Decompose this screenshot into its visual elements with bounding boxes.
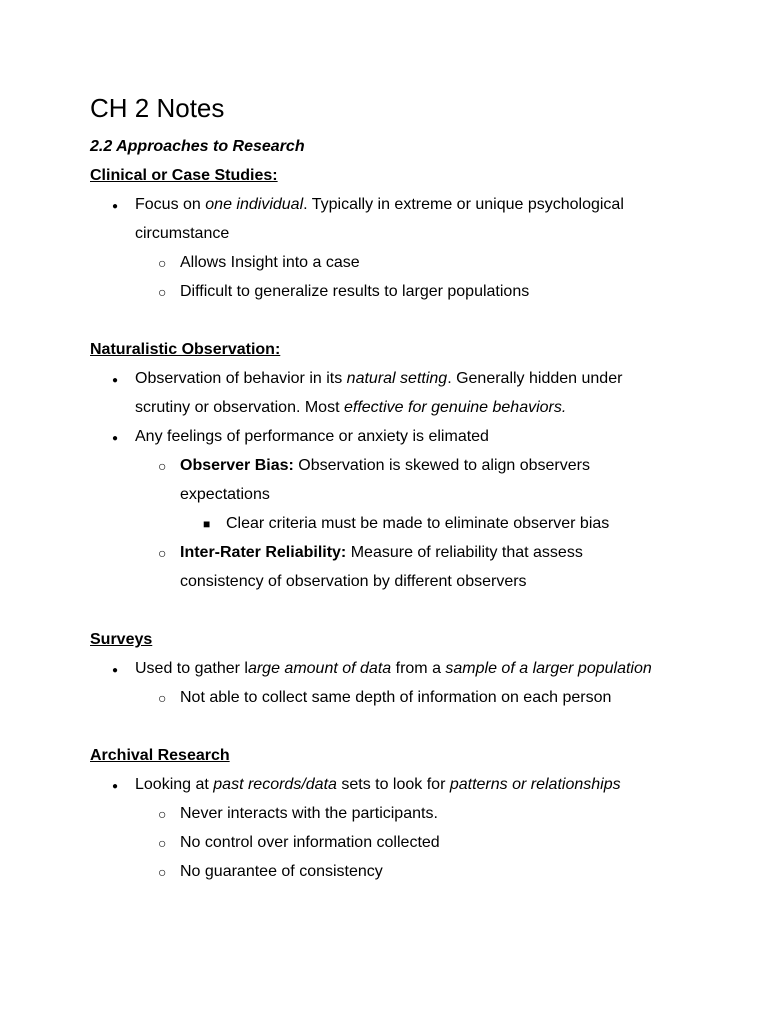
naturalistic-bullet-2: Any feelings of performance or anxiety is elimated (135, 428, 489, 445)
bullet-dot-icon (112, 369, 118, 391)
text-run: Observation of behavior in its (135, 370, 347, 387)
emphasis-text: arge amount of data (247, 660, 392, 677)
text-run: Measure of reliability that assess (346, 544, 583, 561)
text-run: sets to look for (336, 776, 450, 793)
heading-naturalistic: Naturalistic Observation: (90, 341, 281, 358)
clinical-bullet-1 (135, 195, 624, 215)
bullet-circle-icon (158, 543, 166, 563)
term-label: Observer Bias: (180, 457, 294, 474)
text-run: from a (391, 660, 446, 677)
text-run: Focus on (135, 196, 206, 213)
heading-clinical: Clinical or Case Studies: (90, 167, 278, 184)
text-run: Used to gather l (135, 660, 248, 677)
heading-surveys: Surveys (90, 631, 153, 648)
bullet-dot-icon (112, 195, 118, 217)
archival-sub-2: No control over information collected (180, 834, 440, 851)
emphasis-text: one individual (205, 196, 304, 213)
archival-bullet-1 (135, 775, 621, 795)
emphasis-text: past records/data (213, 776, 337, 793)
text-run: . Typically in extreme or unique psychological (303, 196, 624, 213)
bullet-dot-icon (112, 775, 118, 797)
bullet-dot-icon (112, 659, 118, 681)
clinical-bullet-1-continued: circumstance (135, 225, 230, 242)
naturalistic-sub-inter-rater-continued: consistency of observation by different observers (180, 573, 527, 590)
naturalistic-sub-observer-bias (180, 456, 590, 476)
archival-sub-1: Never interacts with the participants. (180, 805, 438, 822)
surveys-bullet-1 (135, 659, 652, 679)
clinical-sub-2: Difficult to generalize results to larger populations (180, 283, 530, 300)
naturalistic-sub-inter-rater (180, 543, 583, 563)
term-label: Inter-Rater Reliability: (180, 544, 347, 561)
section-subtitle: 2.2 Approaches to Research (90, 138, 305, 155)
bullet-circle-icon (158, 804, 166, 824)
bullet-circle-icon (158, 862, 166, 882)
naturalistic-bullet-1-continued (135, 398, 566, 418)
document-title: CH 2 Notes (90, 93, 225, 123)
text-run: Looking at (135, 776, 214, 793)
surveys-sub-1: Not able to collect same depth of information on each person (180, 689, 612, 706)
bullet-circle-icon (158, 456, 166, 476)
bullet-dot-icon (112, 427, 118, 449)
clinical-sub-1: Allows Insight into a case (180, 254, 360, 271)
heading-archival: Archival Research (90, 747, 230, 764)
text-run: scrutiny or observation. Most (135, 399, 344, 416)
text-run: . Generally hidden under (447, 370, 623, 387)
naturalistic-bullet-1 (135, 369, 622, 389)
archival-sub-3: No guarantee of consistency (180, 863, 383, 880)
naturalistic-subsub-1: Clear criteria must be made to eliminate observer bias (226, 515, 610, 532)
bullet-circle-icon (158, 253, 166, 273)
bullet-circle-icon (158, 282, 166, 302)
text-run: Observation is skewed to align observers (293, 457, 590, 474)
emphasis-text: sample of a larger population (445, 660, 652, 677)
bullet-circle-icon (158, 688, 166, 708)
bullet-square-icon (203, 514, 210, 534)
emphasis-text: natural setting (346, 370, 448, 387)
emphasis-text: effective for genuine behaviors. (343, 399, 567, 416)
emphasis-text: patterns or relationships (449, 776, 621, 793)
bullet-circle-icon (158, 833, 166, 853)
naturalistic-sub-observer-bias-continued: expectations (180, 486, 270, 503)
